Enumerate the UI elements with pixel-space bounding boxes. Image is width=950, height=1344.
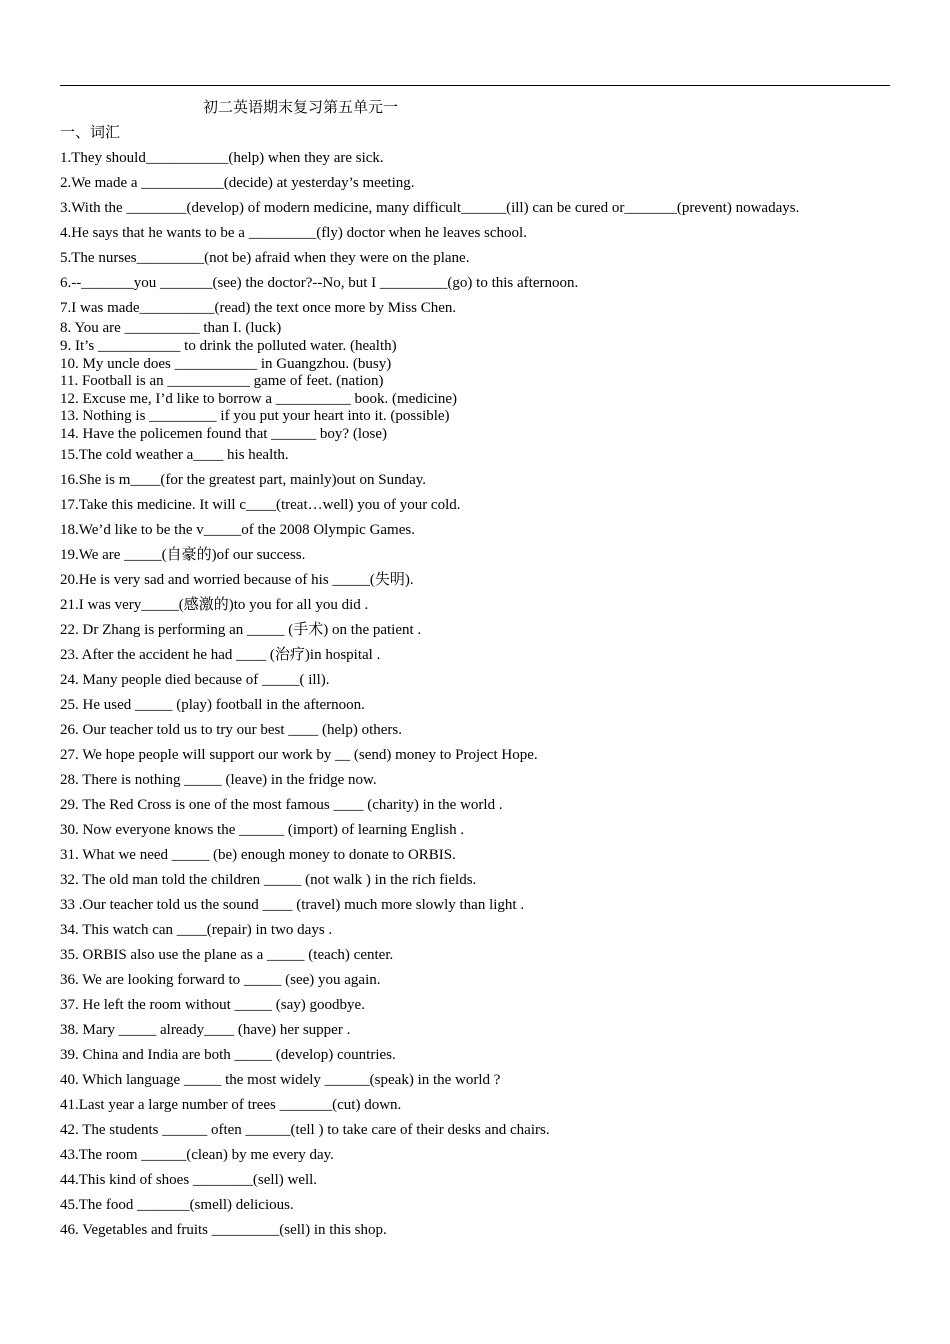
exercise-item: 38. Mary _____ already____ (have) her supper .	[60, 1022, 351, 1038]
exercise-item: 28. There is nothing _____ (leave) in the fridge now.	[60, 772, 377, 788]
exercise-item: 13. Nothing is _________ if you put your heart into it. (possible)	[60, 408, 450, 424]
exercise-item: 6.--_______you _______(see) the doctor?--No, but I _________(go) to this afternoon.	[60, 275, 579, 291]
exercise-item: 11. Football is an ___________ game of feet. (nation)	[60, 373, 384, 389]
exercise-item: 29. The Red Cross is one of the most famous ____ (charity) in the world .	[60, 797, 503, 813]
exercise-item: 41.Last year a large number of trees _______(cut) down.	[60, 1097, 402, 1113]
exercise-item: 31. What we need _____ (be) enough money to donate to ORBIS.	[60, 847, 456, 863]
exercise-item: 40. Which language _____ the most widely ______(speak) in the world ?	[60, 1072, 501, 1088]
exercise-item: 25. He used _____ (play) football in the afternoon.	[60, 697, 365, 713]
exercise-item: 2.We made a ___________(decide) at yesterday’s meeting.	[60, 175, 415, 191]
exercise-item: 46. Vegetables and fruits _________(sell) in this shop.	[60, 1222, 387, 1238]
exercise-item: 3.With the ________(develop) of modern medicine, many difficult______(ill) can be cured or_______(prevent) nowadays.	[60, 200, 800, 216]
document-title: 初二英语期末复习第五单元一	[203, 100, 399, 116]
exercise-item: 23. After the accident he had ____ (治疗)in hospital .	[60, 647, 381, 663]
header-rule	[60, 85, 890, 86]
exercise-item: 19.We are _____(自豪的)of our success.	[60, 547, 306, 563]
exercise-item: 21.I was very_____(感激的)to you for all you did .	[60, 597, 369, 613]
exercise-item: 22. Dr Zhang is performing an _____ (手术) on the patient .	[60, 622, 422, 638]
exercise-item: 30. Now everyone knows the ______ (import) of learning English .	[60, 822, 465, 838]
exercise-item: 1.They should___________(help) when they are sick.	[60, 150, 384, 166]
section-heading: 一、词汇	[60, 125, 121, 141]
exercise-item: 26. Our teacher told us to try our best ____ (help) others.	[60, 722, 403, 738]
exercise-item: 44.This kind of shoes ________(sell) well.	[60, 1172, 318, 1188]
exercise-item: 45.The food _______(smell) delicious.	[60, 1197, 294, 1213]
exercise-item: 20.He is very sad and worried because of his _____(失明).	[60, 572, 414, 588]
exercise-item: 9. It’s ___________ to drink the polluted water. (health)	[60, 338, 397, 354]
exercise-item: 10. My uncle does ___________ in Guangzhou. (busy)	[60, 356, 392, 372]
exercise-item: 15.The cold weather a____ his health.	[60, 447, 289, 463]
exercise-item: 36. We are looking forward to _____ (see) you again.	[60, 972, 381, 988]
exercise-item: 34. This watch can ____(repair) in two days .	[60, 922, 333, 938]
exercise-item: 39. China and India are both _____ (develop) countries.	[60, 1047, 396, 1063]
exercise-item: 43.The room ______(clean) by me every day.	[60, 1147, 334, 1163]
exercise-item: 7.I was made__________(read) the text once more by Miss Chen.	[60, 300, 457, 316]
exercise-item: 24. Many people died because of _____( ill).	[60, 672, 330, 688]
exercise-item: 42. The students ______ often ______(tell ) to take care of their desks and chairs.	[60, 1122, 550, 1138]
exercise-item: 37. He left the room without _____ (say) goodbye.	[60, 997, 365, 1013]
exercise-item: 35. ORBIS also use the plane as a _____ (teach) center.	[60, 947, 394, 963]
exercise-item: 8. You are __________ than I. (luck)	[60, 320, 282, 336]
exercise-item: 17.Take this medicine. It will c____(treat…well) you of your cold.	[60, 497, 461, 513]
exercise-item: 33 .Our teacher told us the sound ____ (travel) much more slowly than light .	[60, 897, 525, 913]
exercise-item: 14. Have the policemen found that ______ boy? (lose)	[60, 426, 387, 442]
exercise-item: 32. The old man told the children _____ (not walk ) in the rich fields.	[60, 872, 477, 888]
exercise-item: 4.He says that he wants to be a _________(fly) doctor when he leaves school.	[60, 225, 527, 241]
exercise-item: 12. Excuse me, I’d like to borrow a __________ book. (medicine)	[60, 391, 457, 407]
exercise-item: 18.We’d like to be the v_____of the 2008 Olympic Games.	[60, 522, 415, 538]
exercise-item: 27. We hope people will support our work by __ (send) money to Project Hope.	[60, 747, 538, 763]
exercise-item: 16.She is m____(for the greatest part, mainly)out on Sunday.	[60, 472, 427, 488]
exercise-item: 5.The nurses_________(not be) afraid when they were on the plane.	[60, 250, 470, 266]
